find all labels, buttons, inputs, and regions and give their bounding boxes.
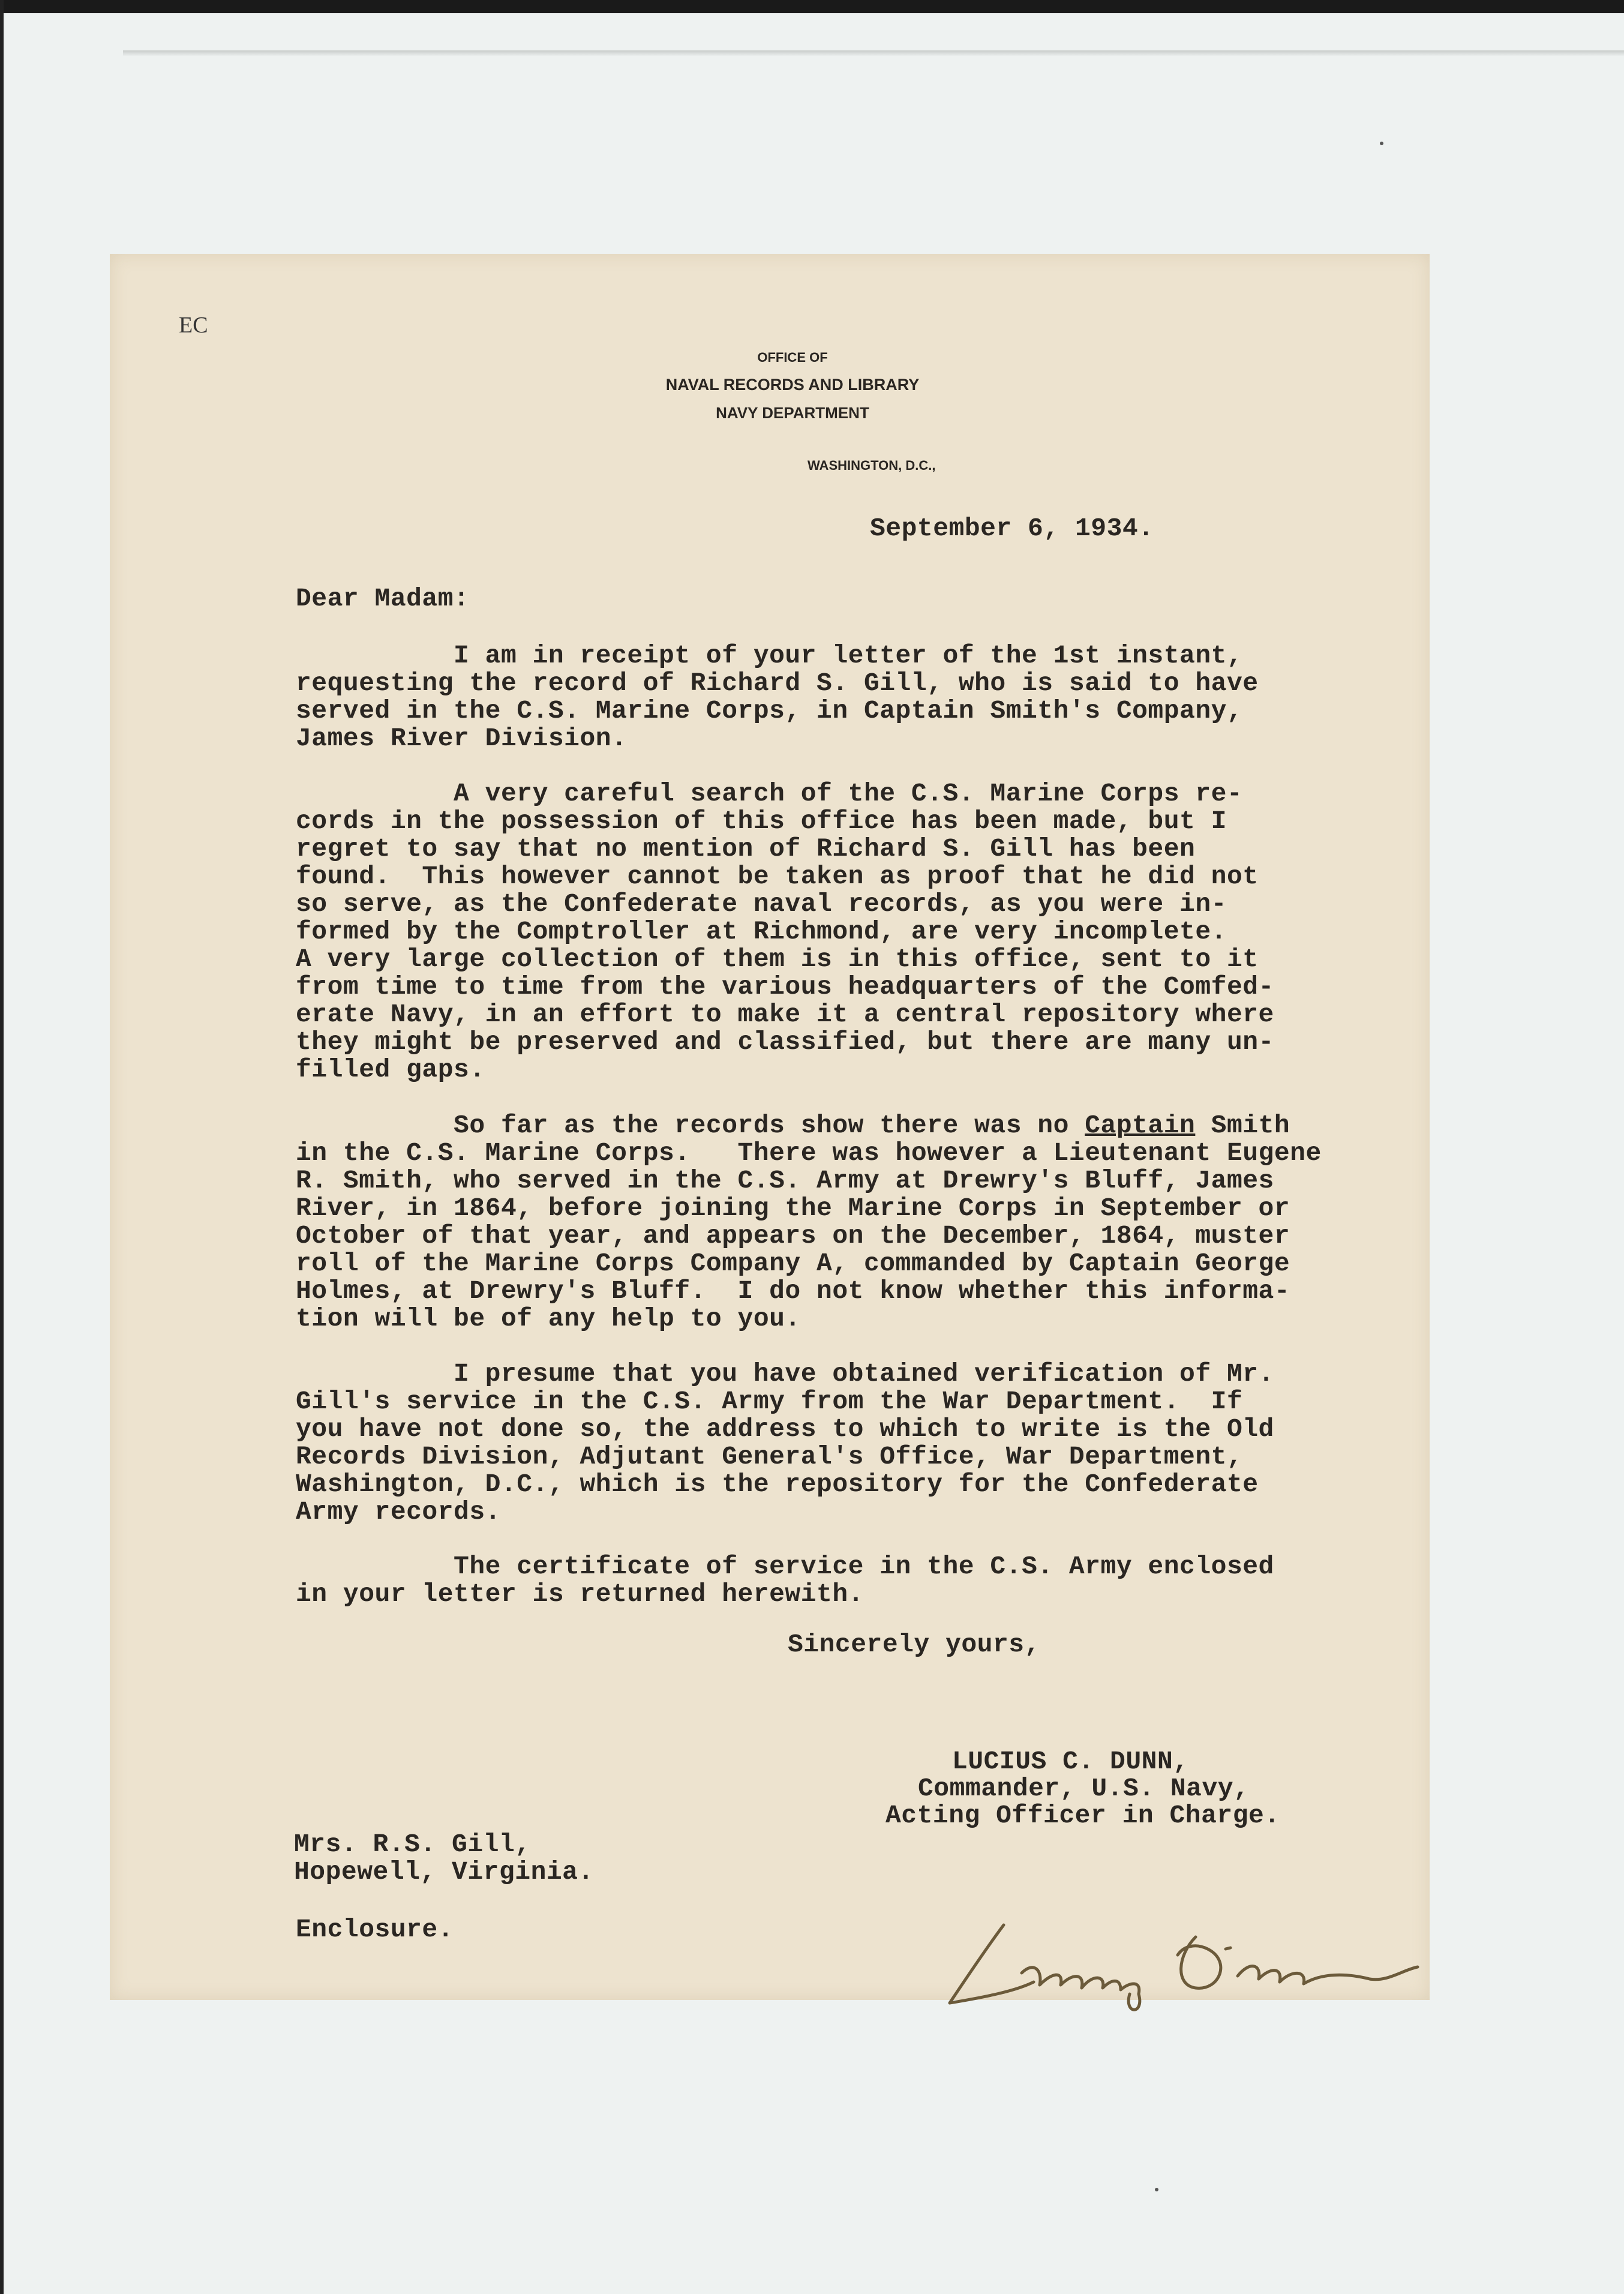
paragraph-2-line: so serve, as the Confederate naval records, as you were in- [296,889,1227,919]
paragraph-4-line: Records Division, Adjutant General's Office, War Department, [296,1442,1243,1471]
enclosure-note: Enclosure. [296,1915,454,1944]
letter-date: September 6, 1934. [870,514,1154,543]
scanner-edge-top [0,0,1624,13]
paragraph-3-line: roll of the Marine Corps Company A, commanded by Captain George [296,1249,1290,1278]
signer-name: LUCIUS C. DUNN, [952,1747,1189,1776]
paragraph-2-line: filled gaps. [296,1055,485,1084]
scan-shadow [123,50,1624,56]
paragraph-3-line: in the C.S. Marine Corps. There was however a Lieutenant Eugene [296,1138,1322,1168]
signer-title: Acting Officer in Charge. [885,1801,1280,1830]
handwritten-signature [914,1913,1472,2021]
paragraph-1-line: requesting the record of Richard S. Gill, who is said to have [296,668,1259,698]
paragraph-5-line: in your letter is returned herewith. [296,1579,864,1609]
salutation: Dear Madam: [296,584,470,613]
paragraph-2-line: from time to time from the various headquarters of the Comfed- [296,972,1274,1001]
paragraph-4-line: I presume that you have obtained verification of Mr. [296,1359,1274,1389]
paragraph-5 [296,1553,1274,1608]
paragraph-2-line: formed by the Comptroller at Richmond, are very incomplete. [296,917,1227,946]
paragraph-3-first-line-end: Smith [1195,1111,1290,1140]
paragraph-2-line: regret to say that no mention of Richard S. Gill has been [296,834,1196,863]
letterhead-office-of: OFFICE OF [757,350,828,365]
scanner-edge-left [0,0,4,2294]
paragraph-2-line: A very large collection of them is in this office, sent to it [296,944,1259,974]
paragraph-3-line: tion will be of any help to you. [296,1304,801,1333]
paragraph-4 [296,1360,1274,1526]
paragraph-3-line: R. Smith, who served in the C.S. Army at Drewry's Bluff, James [296,1166,1274,1195]
paragraph-1-line: served in the C.S. Marine Corps, in Captain Smith's Company, [296,696,1243,725]
closing: Sincerely yours, [788,1630,1040,1659]
paragraph-2-line: found. This however cannot be taken as proof that he did not [296,862,1259,891]
letter-page [110,254,1430,2000]
file-mark: EC [179,313,208,338]
paragraph-3-line: Holmes, at Drewry's Bluff. I do not know whether this informa- [296,1276,1290,1306]
letterhead-navy-department: NAVY DEPARTMENT [716,404,869,422]
recipient-name: Mrs. R.S. Gill, [294,1830,531,1859]
paragraph-3-first-line [296,1112,1322,1139]
underlined-captain: Captain [1085,1111,1196,1140]
paragraph-3-line: River, in 1864, before joining the Marine Corps in September or [296,1194,1290,1223]
paragraph-4-line: Gill's service in the C.S. Army from the War Department. If [296,1387,1243,1416]
paragraph-1-line: I am in receipt of your letter of the 1st instant, [296,641,1243,670]
paragraph-5-line: The certificate of service in the C.S. Army enclosed [296,1552,1274,1581]
paragraph-4-line: Army records. [296,1497,501,1527]
paragraph-3-line: October of that year, and appears on the December, 1864, muster [296,1221,1290,1251]
paragraph-4-line: Washington, D.C., which is the repository for the Confederate [296,1470,1259,1499]
paragraph-2-line: A very careful search of the C.S. Marine Corps re- [296,779,1243,808]
paragraph-2-line: they might be preserved and classified, but there are many un- [296,1027,1274,1057]
paragraph-3 [296,1112,1322,1333]
paragraph-1-line: James River Division. [296,724,628,753]
letterhead-naval-records: NAVAL RECORDS AND LIBRARY [665,376,920,394]
letterhead-location: WASHINGTON, D.C., [808,458,936,473]
recipient-address: Hopewell, Virginia. [294,1857,594,1887]
paragraph-2 [296,780,1274,1084]
paragraph-1 [296,642,1259,752]
signer-rank: Commander, U.S. Navy, [918,1774,1250,1803]
dust-speck [1155,2188,1158,2191]
paragraph-2-line: cords in the possession of this office has been made, but I [296,806,1227,836]
paragraph-3-first-line-start: So far as the records show there was no [296,1111,1085,1140]
paragraph-2-line: erate Navy, in an effort to make it a central repository where [296,1000,1274,1029]
paragraph-4-line: you have not done so, the address to which to write is the Old [296,1414,1274,1444]
dust-speck [1380,142,1383,145]
